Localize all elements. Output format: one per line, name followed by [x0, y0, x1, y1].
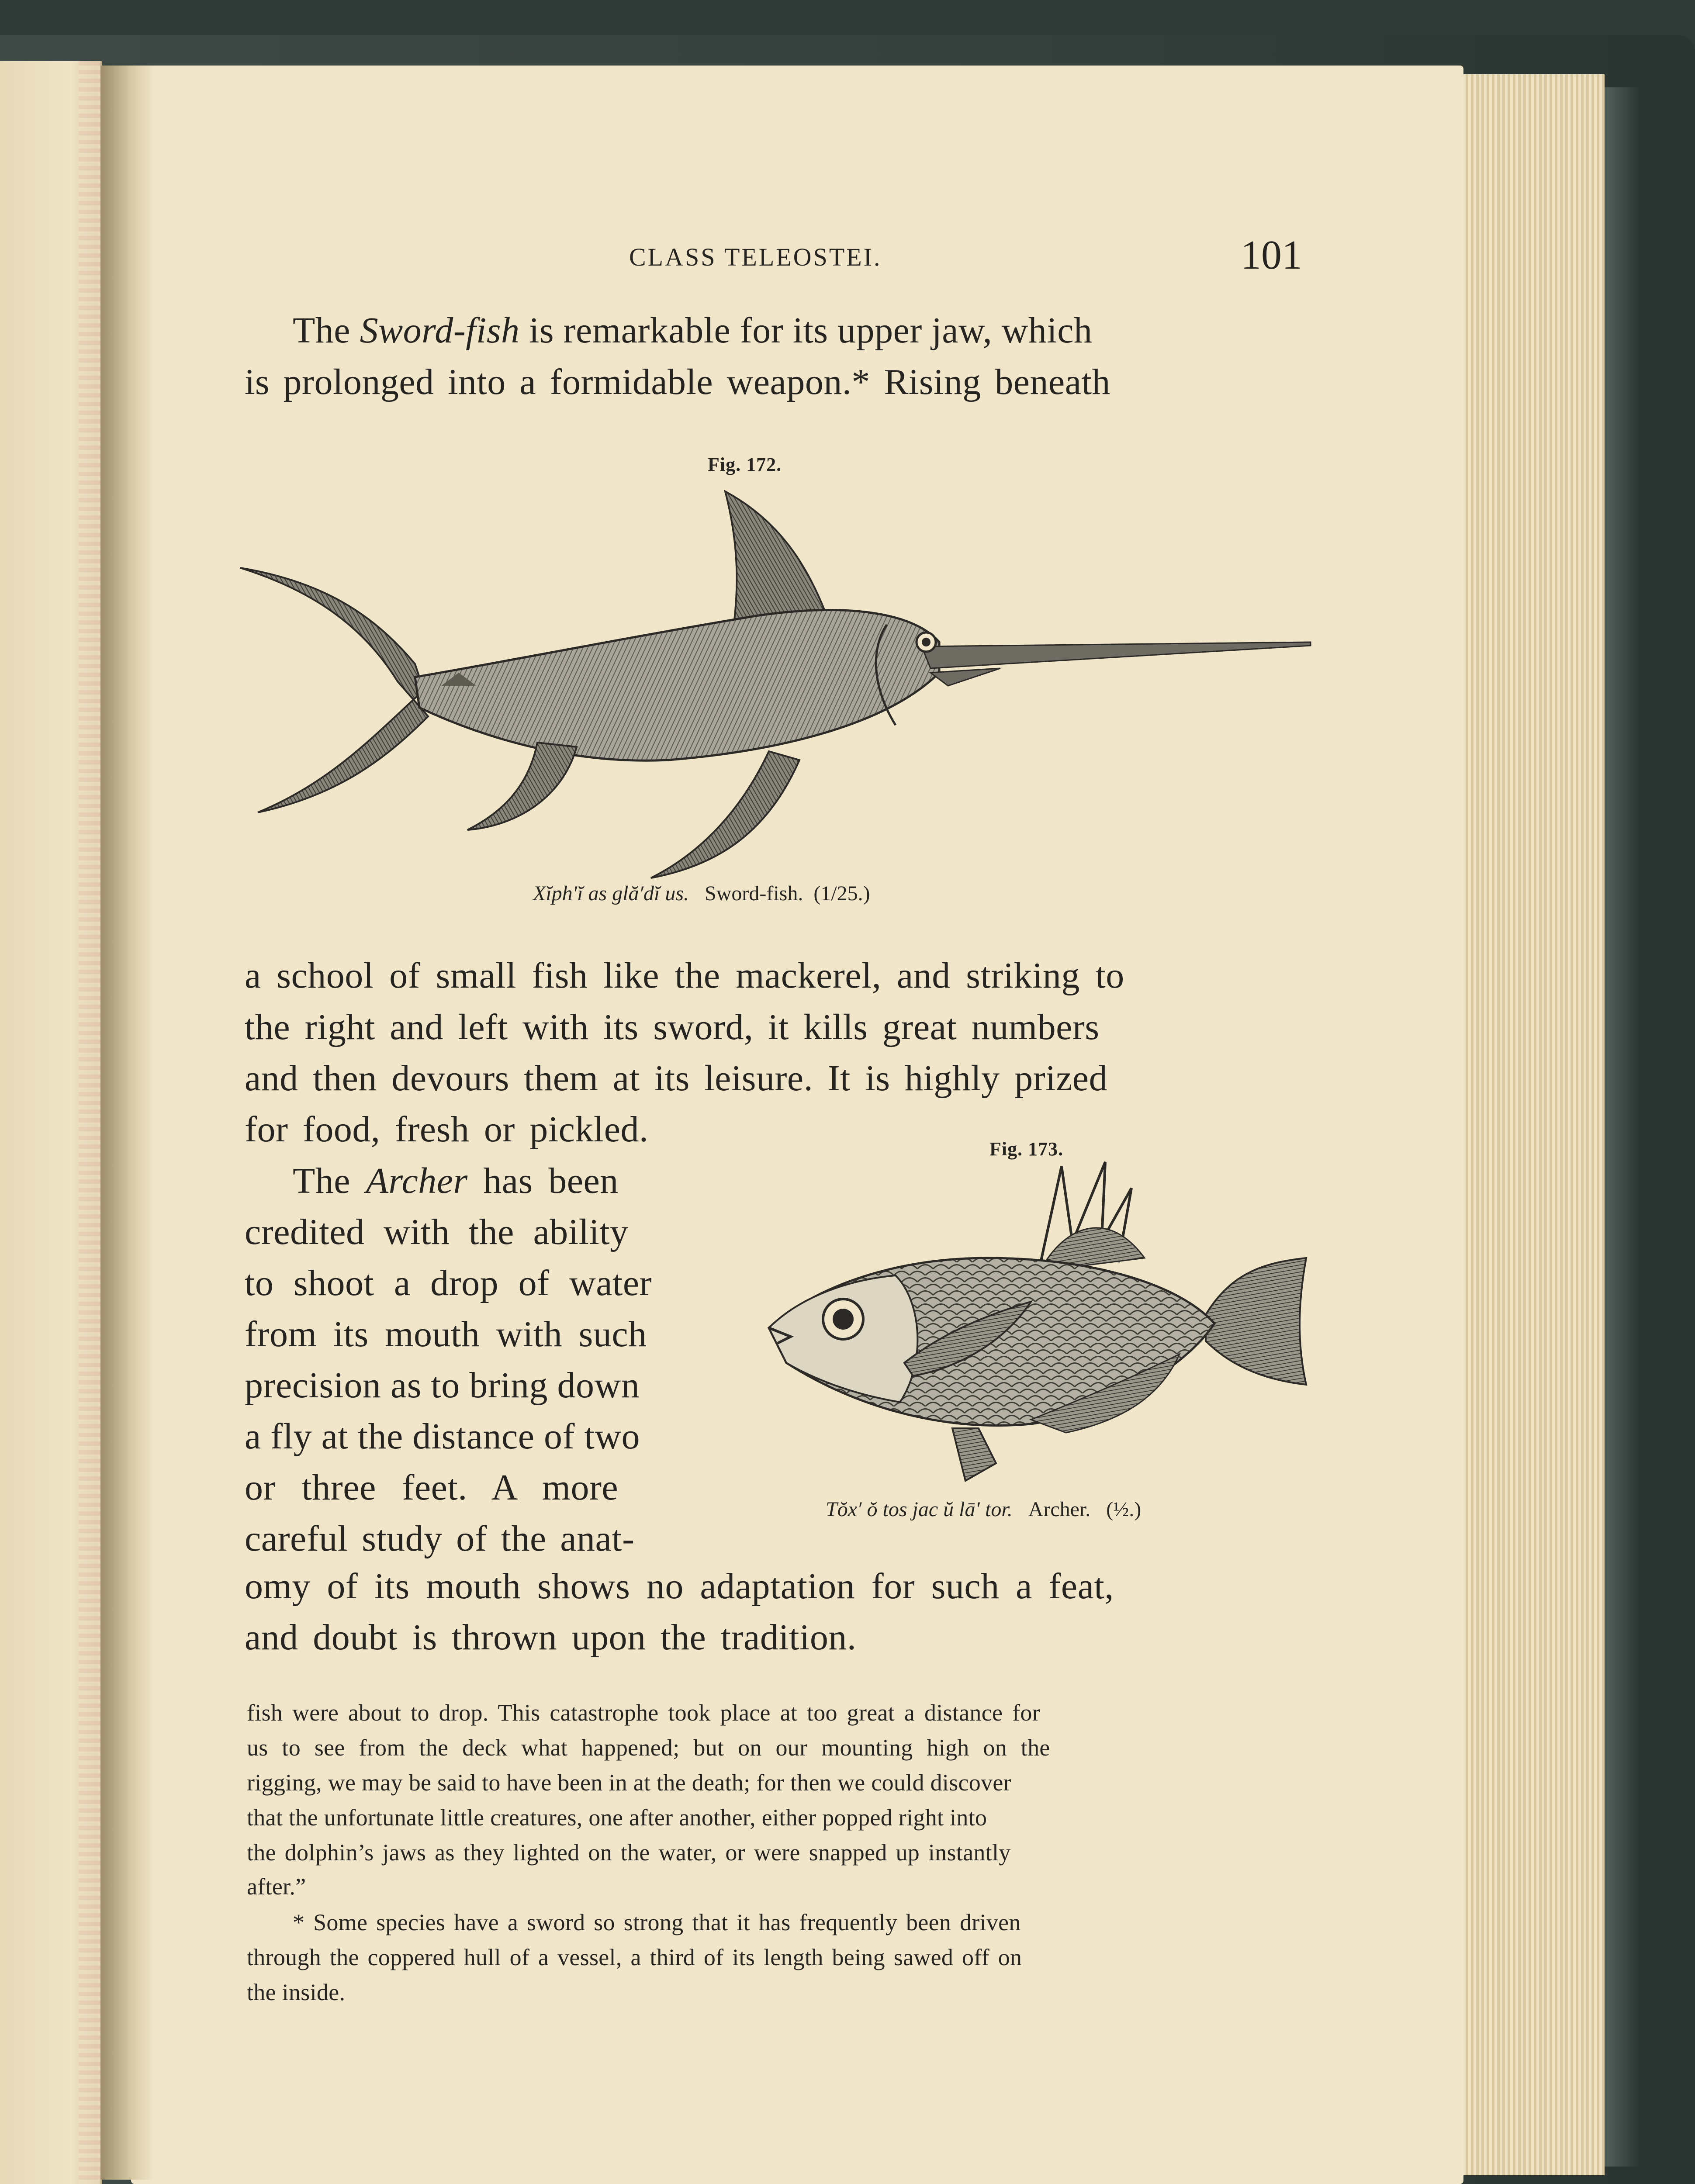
figure-caption: Tŏx′ ŏ tos jac ŭ lā′ tor. Archer. (½.) [826, 1498, 1142, 1521]
body-line: omy of its mouth shows no adaptation for such a feat, [245, 1566, 1114, 1607]
footnote-line: through the coppered hull of a vessel, a third of its length being sawed off on [247, 1944, 1022, 1970]
footnote-line: us to see from the deck what happened; but on our mounting high on the [247, 1735, 1050, 1761]
body-line: to shoot a drop of water [245, 1263, 652, 1303]
footnote-line: rigging, we may be said to have been in at the death; for then we could discover [247, 1769, 1011, 1796]
swordfish-illustration [232, 480, 1315, 882]
body-line: and then devours them at its leisure. It is highly prized [245, 1058, 1108, 1099]
page-number: 101 [1241, 232, 1302, 278]
body-line: precision as to bring down [245, 1365, 640, 1406]
body-line: a school of small fish like the mackerel, and striking to [245, 955, 1124, 996]
body-line: from its mouth with such [245, 1314, 647, 1355]
footnote-line: after.” [247, 1873, 306, 1900]
body-line: The Sword-fish is remarkable for its upper jaw, which [293, 310, 1093, 351]
body-line: credited with the ability [245, 1212, 629, 1252]
figure-label: Fig. 173. [989, 1138, 1064, 1160]
body-line: and doubt is thrown upon the tradition. [245, 1617, 857, 1658]
body-line: The Archer has been [293, 1161, 619, 1201]
body-line: is prolonged into a formidable weapon.* Rising beneath [245, 362, 1110, 402]
page-gutter [100, 66, 153, 2180]
footnote-line: fish were about to drop. This catastrophe took place at too great a distance for [247, 1700, 1040, 1726]
footnote-line: the dolphin’s jaws as they lighted on the water, or were snapped up instantly [247, 1839, 1011, 1866]
footnote-line: the inside. [247, 1979, 346, 2005]
footnote-line: * Some species have a sword so strong that it has frequently been driven [293, 1909, 1021, 1935]
body-line: for food, fresh or pickled. [245, 1109, 649, 1150]
figure-label: Fig. 172. [708, 454, 782, 475]
figure-caption: Xĭph′ĭ as glă′dĭ us. Sword-fish. (1/25.) [533, 882, 870, 905]
body-line: a fly at the distance of two [245, 1416, 640, 1457]
archer-fish-illustration [760, 1158, 1311, 1494]
body-line: or three feet. A more [245, 1467, 619, 1508]
body-line: careful study of the anat- [245, 1518, 635, 1559]
page-edges [1459, 74, 1605, 2175]
running-head: CLASS TELEOSTEI. [629, 243, 882, 271]
footnote-line: that the unfortunate little creatures, one after another, either popped right into [247, 1804, 987, 1831]
left-page-edge [79, 61, 100, 2184]
cover-edge [1603, 87, 1638, 2167]
body-line: the right and left with its sword, it kills great numbers [245, 1007, 1100, 1047]
